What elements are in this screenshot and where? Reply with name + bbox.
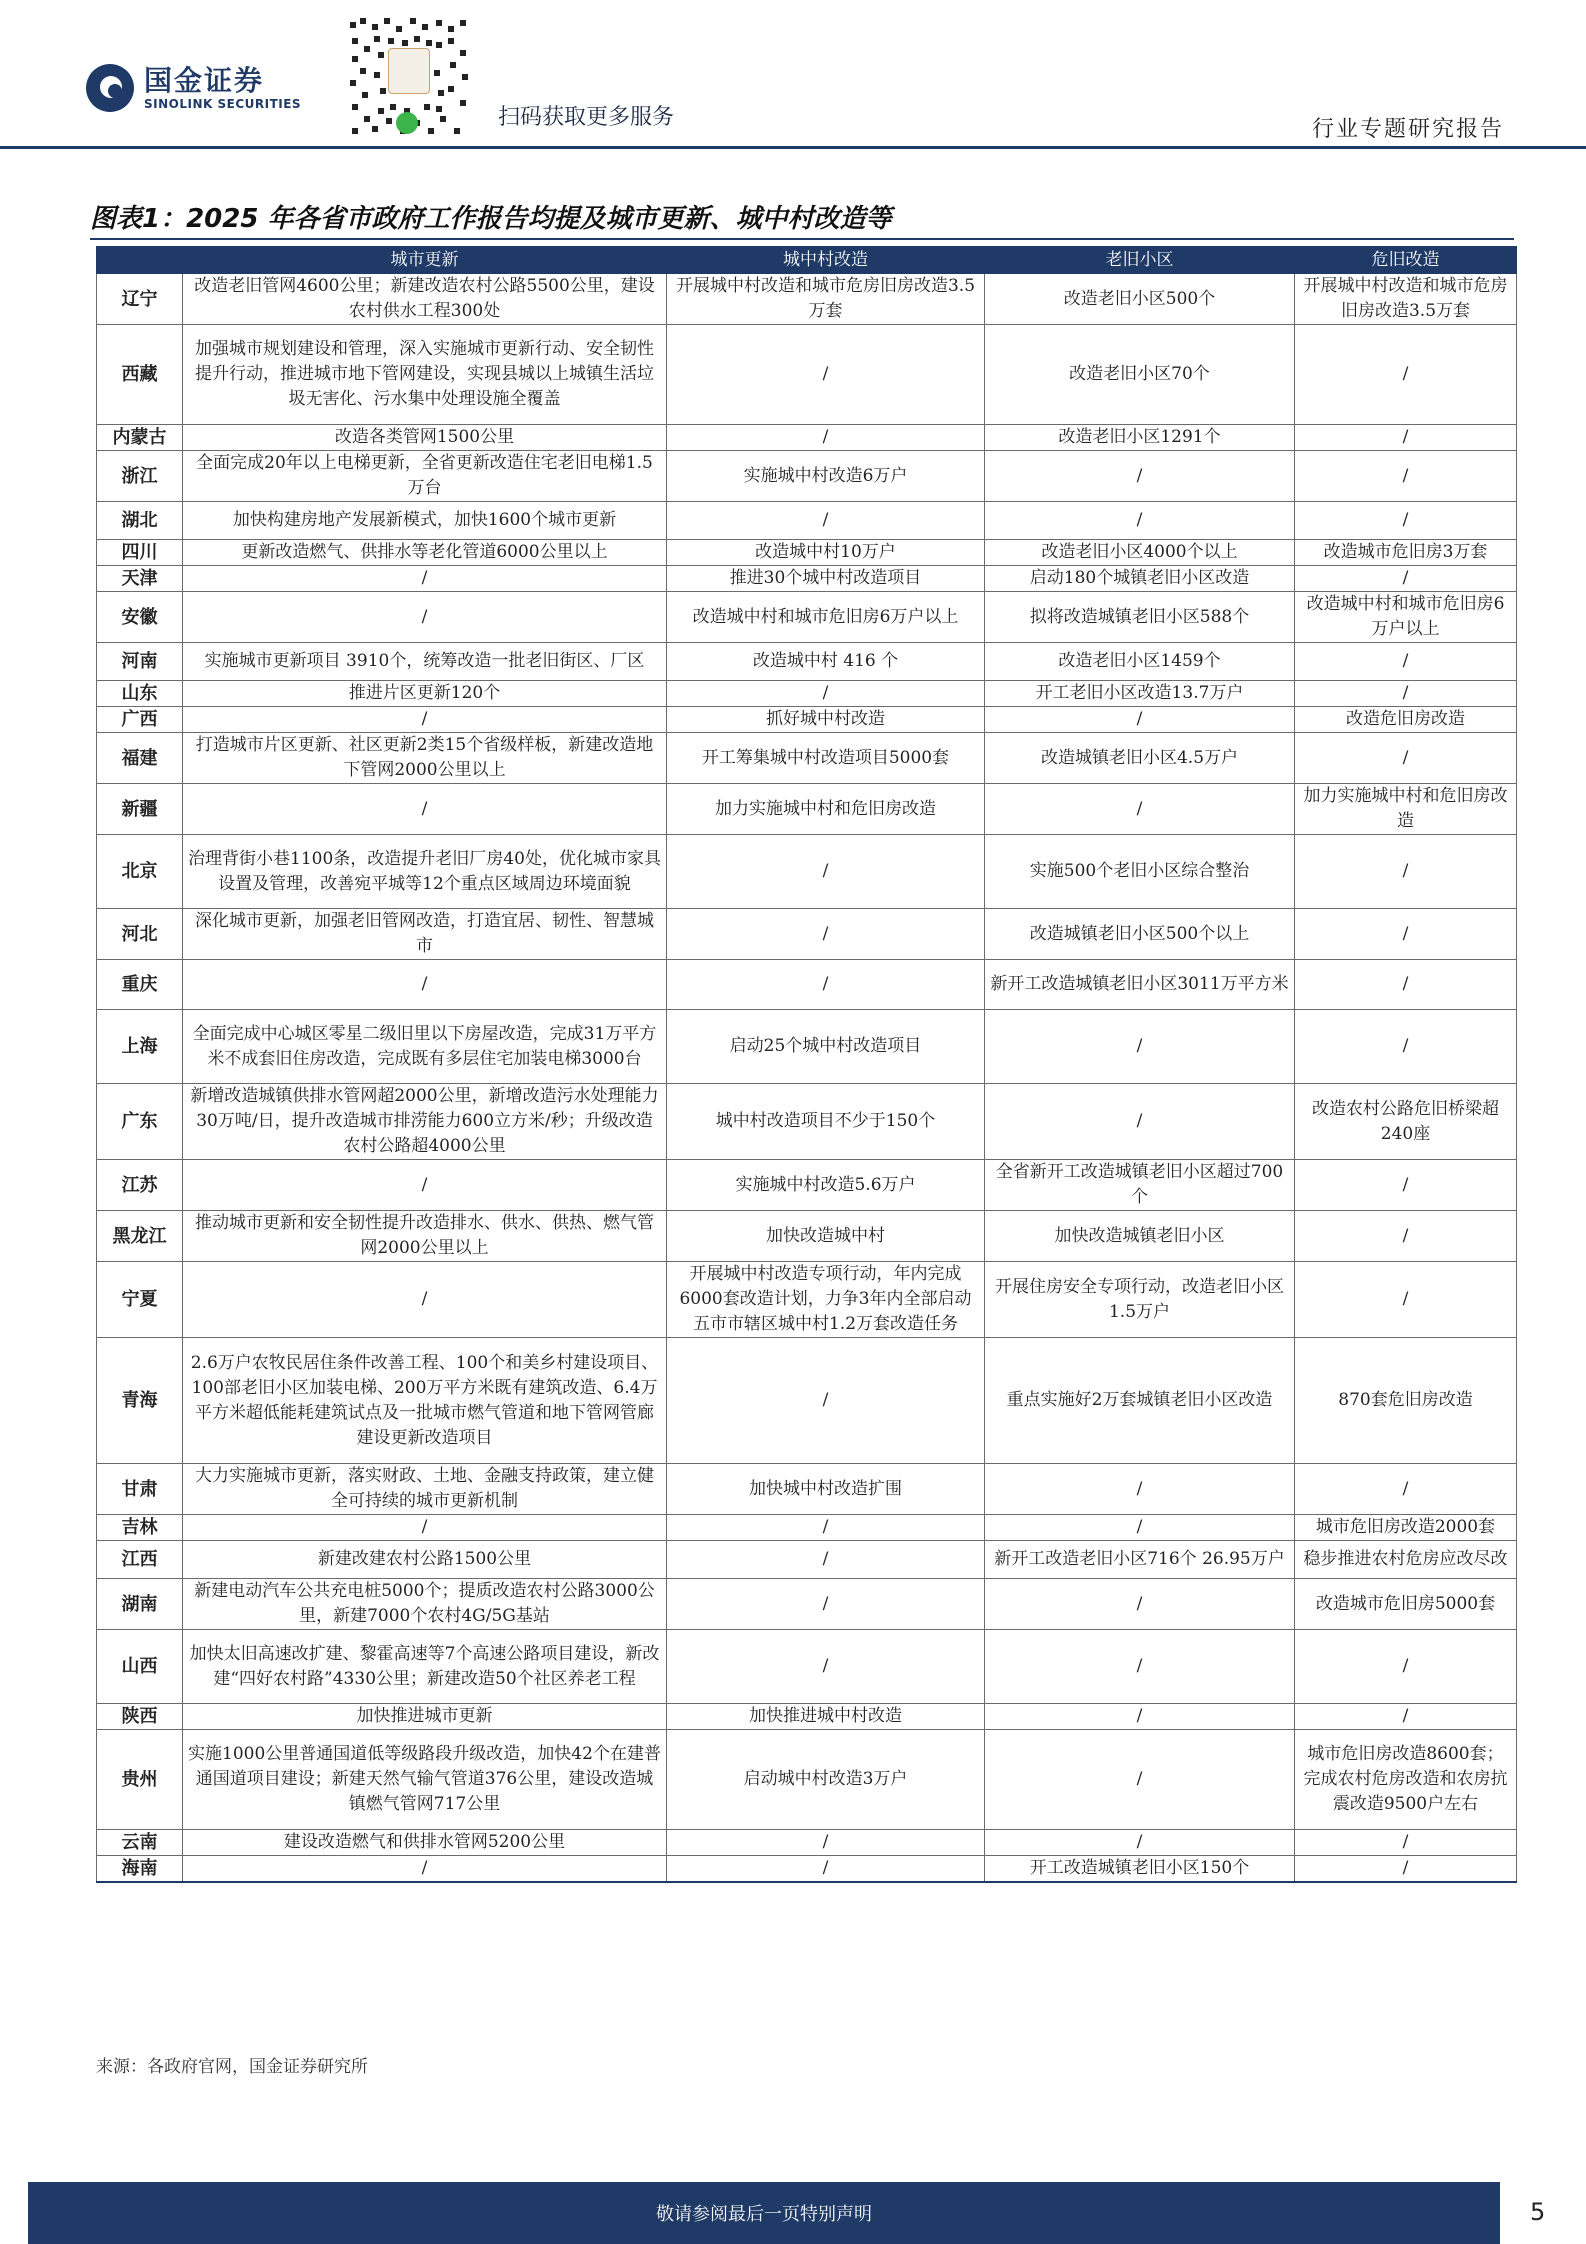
old-community-cell: 改造城镇老旧小区4.5万户 (985, 733, 1295, 784)
old-community-cell: / (985, 451, 1295, 502)
province-cell: 河南 (97, 643, 183, 681)
urban-renewal-cell: 改造老旧管网4600公里；新建改造农村公路5500公里，建设农村供水工程300处 (183, 274, 667, 325)
old-community-cell: / (985, 502, 1295, 540)
table-row (97, 733, 1517, 784)
dilapidated-housing-cell: 城市危旧房改造2000套 (1295, 1515, 1517, 1541)
urban-renewal-cell: 实施1000公里普通国道低等级路段升级改造，加快42个在建普通国道项目建设；新建天然气输气管道376公里，建设改造城镇燃气管网717公里 (183, 1730, 667, 1830)
province-cell: 湖北 (97, 502, 183, 540)
dilapidated-housing-cell: / (1295, 835, 1517, 909)
urban-renewal-cell: / (183, 784, 667, 835)
table-row (97, 1704, 1517, 1730)
province-cell: 河北 (97, 909, 183, 960)
urban-renewal-cell: 推动城市更新和安全韧性提升改造排水、供水、供热、燃气管网2000公里以上 (183, 1211, 667, 1262)
dilapidated-housing-cell: / (1295, 681, 1517, 707)
dilapidated-housing-cell: 改造危旧房改造 (1295, 707, 1517, 733)
header-urban-renewal: 城市更新 (183, 247, 667, 274)
dilapidated-housing-cell: / (1295, 643, 1517, 681)
urban-renewal-cell: 2.6万户农牧民居住条件改善工程、100个和美乡村建设项目、100部老旧小区加装电梯、200万平方米既有建筑改造、6.4万平方米超低能耗建筑试点及一批城市燃气管道和地下管网管廊建设更新改造项目 (183, 1338, 667, 1464)
dilapidated-housing-cell: / (1295, 1830, 1517, 1856)
old-community-cell: 改造老旧小区4000个以上 (985, 540, 1295, 566)
province-cell: 辽宁 (97, 274, 183, 325)
urban-renewal-cell: / (183, 1515, 667, 1541)
province-cell: 黑龙江 (97, 1211, 183, 1262)
urban-village-cell: / (667, 502, 985, 540)
province-cell: 福建 (97, 733, 183, 784)
table-row (97, 1211, 1517, 1262)
dilapidated-housing-cell: / (1295, 1160, 1517, 1211)
table-body (97, 274, 1517, 1883)
dilapidated-housing-cell: / (1295, 1211, 1517, 1262)
header-dilapidated: 危旧改造 (1295, 247, 1517, 274)
figure-title: 图表1：2025 年各省市政府工作报告均提及城市更新、城中村改造等 (90, 204, 892, 234)
urban-renewal-cell: / (183, 1856, 667, 1883)
province-cell: 广东 (97, 1084, 183, 1160)
page-header (0, 0, 1586, 150)
old-community-cell: / (985, 1464, 1295, 1515)
company-logo (86, 64, 301, 112)
policy-comparison-table (96, 246, 1517, 1883)
dilapidated-housing-cell: 改造农村公路危旧桥梁超240座 (1295, 1084, 1517, 1160)
table-row (97, 681, 1517, 707)
old-community-cell: / (985, 1515, 1295, 1541)
province-cell: 广西 (97, 707, 183, 733)
dilapidated-housing-cell: 改造城市危旧房3万套 (1295, 540, 1517, 566)
old-community-cell: / (985, 1010, 1295, 1084)
province-cell: 安徽 (97, 592, 183, 643)
province-cell: 北京 (97, 835, 183, 909)
province-cell: 四川 (97, 540, 183, 566)
old-community-cell: 开展住房安全专项行动，改造老旧小区1.5万户 (985, 1262, 1295, 1338)
logo-icon (86, 64, 134, 112)
province-cell: 山东 (97, 681, 183, 707)
table-row (97, 592, 1517, 643)
province-cell: 吉林 (97, 1515, 183, 1541)
urban-renewal-cell: 实施城市更新项目 3910个，统筹改造一批老旧街区、厂区 (183, 643, 667, 681)
old-community-cell: 改造老旧小区500个 (985, 274, 1295, 325)
urban-renewal-cell: 建设改造燃气和供排水管网5200公里 (183, 1830, 667, 1856)
urban-village-cell: / (667, 1856, 985, 1883)
province-cell: 山西 (97, 1630, 183, 1704)
table-row (97, 960, 1517, 1010)
scan-for-services-text: 扫码获取更多服务 (498, 105, 675, 130)
province-cell: 陕西 (97, 1704, 183, 1730)
old-community-cell: / (985, 1730, 1295, 1830)
wechat-icon (396, 112, 418, 134)
urban-village-cell: 加快推进城中村改造 (667, 1704, 985, 1730)
old-community-cell: 改造老旧小区1291个 (985, 425, 1295, 451)
qr-code-icon (344, 12, 472, 140)
urban-village-cell: / (667, 1338, 985, 1464)
urban-village-cell: 抓好城中村改造 (667, 707, 985, 733)
old-community-cell: 拟将改造城镇老旧小区588个 (985, 592, 1295, 643)
province-cell: 江苏 (97, 1160, 183, 1211)
urban-village-cell: 加快改造城中村 (667, 1211, 985, 1262)
province-cell: 重庆 (97, 960, 183, 1010)
dilapidated-housing-cell: 开展城中村改造和城市危房旧房改造3.5万套 (1295, 274, 1517, 325)
urban-renewal-cell: 打造城市片区更新、社区更新2类15个省级样板，新建改造地下管网2000公里以上 (183, 733, 667, 784)
table-row (97, 784, 1517, 835)
urban-renewal-cell: / (183, 592, 667, 643)
urban-village-cell: / (667, 681, 985, 707)
province-cell: 天津 (97, 566, 183, 592)
table-row (97, 502, 1517, 540)
old-community-cell: / (985, 1830, 1295, 1856)
table-header (97, 247, 1517, 274)
province-cell: 湖南 (97, 1579, 183, 1630)
old-community-cell: / (985, 1704, 1295, 1730)
urban-village-cell: 启动城中村改造3万户 (667, 1730, 985, 1830)
urban-village-cell: / (667, 425, 985, 451)
table-row (97, 325, 1517, 425)
province-cell: 浙江 (97, 451, 183, 502)
urban-renewal-cell: 加快推进城市更新 (183, 1704, 667, 1730)
dilapidated-housing-cell: 稳步推进农村危房应改尽改 (1295, 1541, 1517, 1579)
urban-village-cell: / (667, 960, 985, 1010)
dilapidated-housing-cell: / (1295, 1630, 1517, 1704)
dilapidated-housing-cell: / (1295, 425, 1517, 451)
urban-village-cell: / (667, 1830, 985, 1856)
disclaimer-text: 敬请参阅最后一页特别声明 (656, 2204, 872, 2225)
dilapidated-housing-cell: / (1295, 1464, 1517, 1515)
dilapidated-housing-cell: / (1295, 733, 1517, 784)
old-community-cell: 改造城镇老旧小区500个以上 (985, 909, 1295, 960)
urban-renewal-cell: 更新改造燃气、供排水等老化管道6000公里以上 (183, 540, 667, 566)
urban-renewal-cell: 新增改造城镇供排水管网超2000公里，新增改造污水处理能力30万吨/日，提升改造城市排涝能力600立方米/秒；升级改造农村公路超4000公里 (183, 1084, 667, 1160)
dilapidated-housing-cell: / (1295, 1010, 1517, 1084)
urban-village-cell: 改造城中村10万户 (667, 540, 985, 566)
old-community-cell: 启动180个城镇老旧小区改造 (985, 566, 1295, 592)
dilapidated-housing-cell: / (1295, 909, 1517, 960)
urban-village-cell: / (667, 835, 985, 909)
dilapidated-housing-cell: / (1295, 502, 1517, 540)
province-cell: 宁夏 (97, 1262, 183, 1338)
urban-renewal-cell: 全面完成中心城区零星二级旧里以下房屋改造，完成31万平方米不成套旧住房改造，完成既有多层住宅加装电梯3000台 (183, 1010, 667, 1084)
old-community-cell: 改造老旧小区1459个 (985, 643, 1295, 681)
old-community-cell: / (985, 1579, 1295, 1630)
province-cell: 青海 (97, 1338, 183, 1464)
table-row (97, 566, 1517, 592)
report-type-label: 行业专题研究报告 (1311, 117, 1504, 142)
urban-renewal-cell: 大力实施城市更新，落实财政、土地、金融支持政策，建立健全可持续的城市更新机制 (183, 1464, 667, 1515)
province-cell: 上海 (97, 1010, 183, 1084)
urban-renewal-cell: 深化城市更新，加强老旧管网改造，打造宜居、韧性、智慧城市 (183, 909, 667, 960)
urban-village-cell: / (667, 325, 985, 425)
urban-village-cell: / (667, 909, 985, 960)
old-community-cell: 实施500个老旧小区综合整治 (985, 835, 1295, 909)
urban-village-cell: 改造城中村 416 个 (667, 643, 985, 681)
table-row (97, 909, 1517, 960)
urban-renewal-cell: 治理背街小巷1100条，改造提升老旧厂房40处，优化城市家具设置及管理，改善宛平城等12个重点区域周边环境面貌 (183, 835, 667, 909)
old-community-cell: / (985, 1084, 1295, 1160)
table-row (97, 274, 1517, 325)
urban-village-cell: 开工筹集城中村改造项目5000套 (667, 733, 985, 784)
old-community-cell: / (985, 707, 1295, 733)
header-divider (0, 146, 1586, 149)
old-community-cell: 新开工改造老旧小区716个 26.95万户 (985, 1541, 1295, 1579)
table-row (97, 835, 1517, 909)
old-community-cell: 加快改造城镇老旧小区 (985, 1211, 1295, 1262)
table-row (97, 425, 1517, 451)
urban-renewal-cell: / (183, 707, 667, 733)
table-row (97, 1338, 1517, 1464)
page-number: 5 (1530, 2198, 1546, 2226)
header-urban-village: 城中村改造 (667, 247, 985, 274)
urban-village-cell: 加快城中村改造扩围 (667, 1464, 985, 1515)
dilapidated-housing-cell: 改造城中村和城市危旧房6万户以上 (1295, 592, 1517, 643)
urban-renewal-cell: / (183, 1262, 667, 1338)
urban-village-cell: / (667, 1579, 985, 1630)
dilapidated-housing-cell: / (1295, 1856, 1517, 1883)
urban-village-cell: / (667, 1515, 985, 1541)
urban-village-cell: 实施城中村改造6万户 (667, 451, 985, 502)
urban-village-cell: 启动25个城中村改造项目 (667, 1010, 985, 1084)
old-community-cell: / (985, 1630, 1295, 1704)
province-cell: 新疆 (97, 784, 183, 835)
table-row (97, 1160, 1517, 1211)
table-row (97, 1084, 1517, 1160)
source-note: 来源：各政府官网，国金证券研究所 (96, 2057, 368, 2077)
table-row (97, 1515, 1517, 1541)
old-community-cell: / (985, 784, 1295, 835)
table-row (97, 1262, 1517, 1338)
dilapidated-housing-cell: / (1295, 1704, 1517, 1730)
header-old-communities: 老旧小区 (985, 247, 1295, 274)
header-province (97, 247, 183, 274)
urban-village-cell: 城中村改造项目不少于150个 (667, 1084, 985, 1160)
urban-renewal-cell: 推进片区更新120个 (183, 681, 667, 707)
table-row (97, 1579, 1517, 1630)
urban-renewal-cell: 新建电动汽车公共充电桩5000个；提质改造农村公路3000公里，新建7000个农村4G/5G基站 (183, 1579, 667, 1630)
old-community-cell: 开工改造城镇老旧小区150个 (985, 1856, 1295, 1883)
urban-renewal-cell: / (183, 1160, 667, 1211)
province-cell: 海南 (97, 1856, 183, 1883)
urban-village-cell: 加力实施城中村和危旧房改造 (667, 784, 985, 835)
urban-renewal-cell: / (183, 960, 667, 1010)
dilapidated-housing-cell: 加力实施城中村和危旧房改造 (1295, 784, 1517, 835)
province-cell: 西藏 (97, 325, 183, 425)
footer-bar (28, 2182, 1500, 2244)
table-row (97, 1856, 1517, 1883)
table-row (97, 1730, 1517, 1830)
urban-village-cell: / (667, 1541, 985, 1579)
table-row (97, 1630, 1517, 1704)
province-cell: 江西 (97, 1541, 183, 1579)
table-row (97, 1010, 1517, 1084)
table-header-row (97, 247, 1517, 274)
urban-renewal-cell: 全面完成20年以上电梯更新，全省更新改造住宅老旧电梯1.5万台 (183, 451, 667, 502)
dilapidated-housing-cell: / (1295, 451, 1517, 502)
province-cell: 云南 (97, 1830, 183, 1856)
qr-center-logo (388, 48, 430, 94)
title-divider (90, 238, 1514, 240)
dilapidated-housing-cell: 870套危旧房改造 (1295, 1338, 1517, 1464)
table-row (97, 1541, 1517, 1579)
urban-village-cell: 实施城中村改造5.6万户 (667, 1160, 985, 1211)
urban-village-cell: 推进30个城中村改造项目 (667, 566, 985, 592)
urban-village-cell: / (667, 1630, 985, 1704)
urban-village-cell: 开展城中村改造和城市危房旧房改造3.5万套 (667, 274, 985, 325)
table-row (97, 451, 1517, 502)
old-community-cell: 改造老旧小区70个 (985, 325, 1295, 425)
urban-renewal-cell: 加快构建房地产发展新模式，加快1600个城市更新 (183, 502, 667, 540)
province-cell: 贵州 (97, 1730, 183, 1830)
dilapidated-housing-cell: 城市危旧房改造8600套；完成农村危房改造和农房抗震改造9500户左右 (1295, 1730, 1517, 1830)
logo-english-name: SINOLINK SECURITIES (144, 97, 302, 111)
table-row (97, 1464, 1517, 1515)
dilapidated-housing-cell: / (1295, 1262, 1517, 1338)
dilapidated-housing-cell: / (1295, 566, 1517, 592)
urban-renewal-cell: 加快太旧高速改扩建、黎霍高速等7个高速公路项目建设，新改建“四好农村路”4330公里；新建改造50个社区养老工程 (183, 1630, 667, 1704)
dilapidated-housing-cell: / (1295, 960, 1517, 1010)
table-row (97, 707, 1517, 733)
urban-renewal-cell: 加强城市规划建设和管理，深入实施城市更新行动、安全韧性提升行动，推进城市地下管网建设，实现县城以上城镇生活垃圾无害化、污水集中处理设施全覆盖 (183, 325, 667, 425)
urban-renewal-cell: 改造各类管网1500公里 (183, 425, 667, 451)
table-row (97, 1830, 1517, 1856)
dilapidated-housing-cell: 改造城市危旧房5000套 (1295, 1579, 1517, 1630)
old-community-cell: 新开工改造城镇老旧小区3011万平方米 (985, 960, 1295, 1010)
urban-renewal-cell: / (183, 566, 667, 592)
province-cell: 甘肃 (97, 1464, 183, 1515)
urban-village-cell: 开展城中村改造专项行动，年内完成6000套改造计划，力争3年内全部启动五市市辖区城中村1.2万套改造任务 (667, 1262, 985, 1338)
logo-chinese-name: 国金证券 (144, 64, 265, 97)
table-row (97, 643, 1517, 681)
dilapidated-housing-cell: / (1295, 325, 1517, 425)
urban-renewal-cell: 新建改建农村公路1500公里 (183, 1541, 667, 1579)
old-community-cell: 重点实施好2万套城镇老旧小区改造 (985, 1338, 1295, 1464)
province-cell: 内蒙古 (97, 425, 183, 451)
table-row (97, 540, 1517, 566)
old-community-cell: 全省新开工改造城镇老旧小区超过700个 (985, 1160, 1295, 1211)
urban-village-cell: 改造城中村和城市危旧房6万户以上 (667, 592, 985, 643)
old-community-cell: 开工老旧小区改造13.7万户 (985, 681, 1295, 707)
